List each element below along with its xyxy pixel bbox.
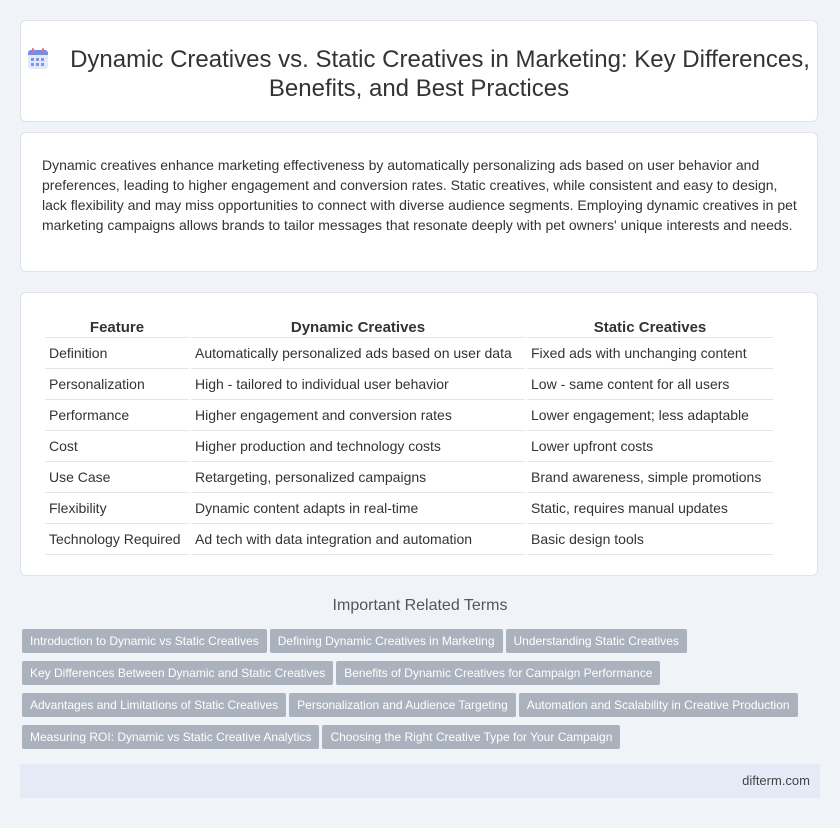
footer <box>20 764 820 798</box>
page-title-text: Dynamic Creatives vs. Static Creatives in Marketing: Key Differences, Benefits, and Best Practices <box>70 46 810 102</box>
table-cell: Ad tech with data integration and automation <box>191 524 525 555</box>
table-cell: Fixed ads with unchanging content <box>527 337 773 369</box>
comparison-card <box>20 292 818 576</box>
related-term-tag[interactable]: Personalization and Audience Targeting <box>289 693 516 717</box>
comparison-table <box>43 317 775 555</box>
table-cell: Static, requires manual updates <box>527 493 773 524</box>
related-term-tag[interactable]: Benefits of Dynamic Creatives for Campaign Performance <box>336 661 660 685</box>
intro-paragraph: Dynamic creatives enhance marketing effectiveness by automatically personalizing ads based on user behavior and preferences, leading to higher engagement and conversion rates. Static creatives, while consistent and easy to design, lack flexibility and may miss opportunities to connect with diverse audience segments. Employing dynamic creatives in pet marketing campaigns allows brands to tailor messages that resonate deeply with pet owners' unique interests and needs. <box>42 157 797 233</box>
table-cell: Technology Required <box>45 524 189 555</box>
table-row <box>45 337 773 369</box>
table-cell: Personalization <box>45 369 189 400</box>
term-row <box>22 693 822 725</box>
related-term-tag[interactable]: Automation and Scalability in Creative Production <box>519 693 798 717</box>
related-term-tag[interactable]: Introduction to Dynamic vs Static Creatives <box>22 629 267 653</box>
table-cell: Automatically personalized ads based on user data <box>191 337 525 369</box>
table-row <box>45 524 773 555</box>
table-row <box>45 431 773 462</box>
term-row <box>22 629 822 661</box>
table-cell: Performance <box>45 400 189 431</box>
table-cell: Low - same content for all users <box>527 369 773 400</box>
title-card <box>20 20 818 122</box>
table-header-row <box>45 317 773 337</box>
footer-site-link[interactable]: difterm.com <box>742 773 810 788</box>
table-cell: Lower upfront costs <box>527 431 773 462</box>
table-cell: Cost <box>45 431 189 462</box>
header-feature: Feature <box>89 318 145 336</box>
related-terms-heading: Important Related Terms <box>332 597 508 614</box>
table-cell: Basic design tools <box>527 524 773 555</box>
table-cell: High - tailored to individual user behavior <box>191 369 525 400</box>
table-cell: Definition <box>45 337 189 369</box>
related-term-tag[interactable]: Key Differences Between Dynamic and Static Creatives <box>22 661 333 685</box>
related-terms <box>22 629 822 757</box>
term-row <box>22 661 822 693</box>
intro-card <box>20 132 818 272</box>
table-cell: Lower engagement; less adaptable <box>527 400 773 431</box>
table-cell: Flexibility <box>45 493 189 524</box>
table-row <box>45 369 773 400</box>
related-term-tag[interactable]: Defining Dynamic Creatives in Marketing <box>270 629 503 653</box>
table-cell: Brand awareness, simple promotions <box>527 462 773 493</box>
table-cell: Higher engagement and conversion rates <box>191 400 525 431</box>
related-term-tag[interactable]: Advantages and Limitations of Static Creatives <box>22 693 286 717</box>
related-term-tag[interactable]: Understanding Static Creatives <box>506 629 687 653</box>
table-row <box>45 493 773 524</box>
table-cell: Retargeting, personalized campaigns <box>191 462 525 493</box>
page-title <box>21 45 817 103</box>
table-row <box>45 462 773 493</box>
header-dynamic: Dynamic Creatives <box>290 318 426 336</box>
table-cell: Higher production and technology costs <box>191 431 525 462</box>
calendar-icon <box>28 49 48 69</box>
related-term-tag[interactable]: Measuring ROI: Dynamic vs Static Creative Analytics <box>22 725 319 749</box>
table-cell: Use Case <box>45 462 189 493</box>
table-row <box>45 400 773 431</box>
related-term-tag[interactable]: Choosing the Right Creative Type for Your Campaign <box>322 725 620 749</box>
term-row <box>22 725 822 757</box>
table-cell: Dynamic content adapts in real-time <box>191 493 525 524</box>
header-static: Static Creatives <box>593 318 707 336</box>
